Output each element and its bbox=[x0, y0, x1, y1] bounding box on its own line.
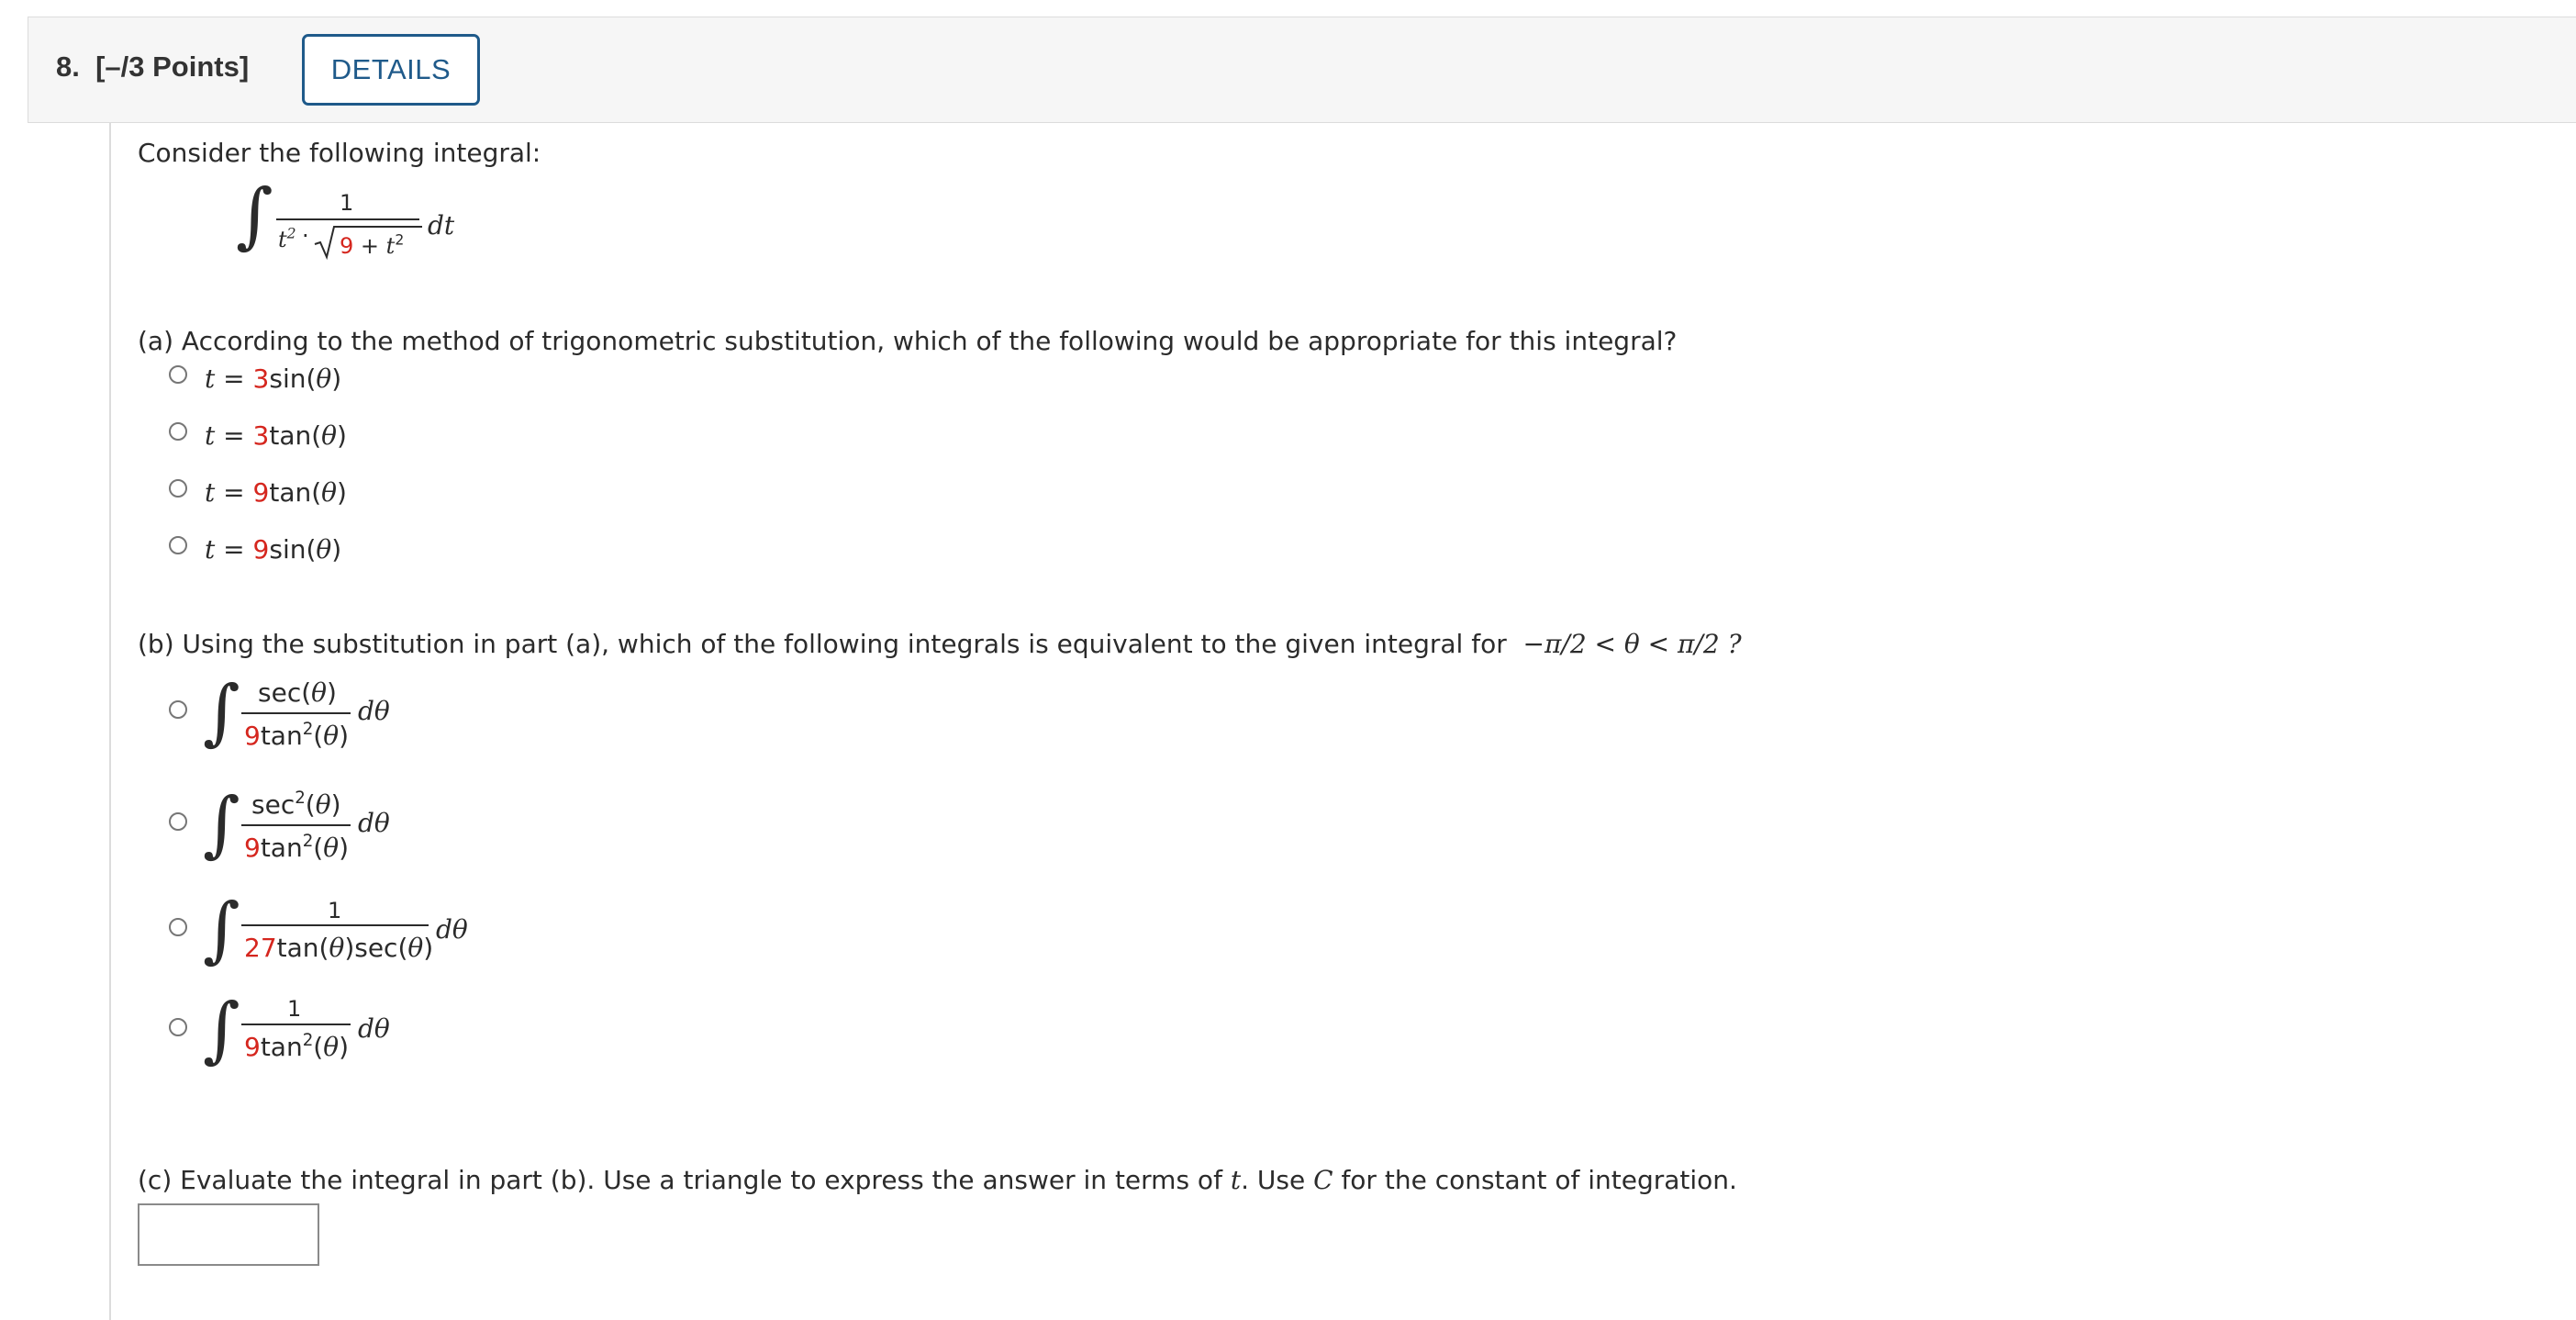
radicand: $9 + t^2$ bbox=[340, 231, 405, 259]
integral-sign: ∫ bbox=[203, 989, 240, 1071]
part-b-condition: −π/2 < θ < π/2 ? bbox=[1522, 629, 1742, 659]
fraction-bar bbox=[241, 712, 351, 714]
radio-b1[interactable] bbox=[169, 700, 187, 719]
b3-differential: dθ bbox=[436, 914, 468, 945]
integral-denominator-var: $t^2$ bbox=[278, 225, 296, 252]
answer-input[interactable] bbox=[138, 1203, 319, 1266]
fraction-bar bbox=[276, 218, 419, 220]
multiply-dot: · bbox=[302, 223, 309, 249]
radio-a4[interactable] bbox=[169, 536, 187, 554]
radio-a1[interactable] bbox=[169, 365, 187, 384]
b1-denominator: $9\tan^2(\theta)$ bbox=[244, 720, 350, 751]
radio-a2[interactable] bbox=[169, 422, 187, 441]
radicand-constant: 9 bbox=[340, 233, 354, 259]
integral-sign: ∫ bbox=[236, 174, 273, 257]
part-b-prompt: (b) Using the substitution in part (a), which of the following integrals is equivalent to the given integral for −π/2 < θ < π/2 ? bbox=[138, 629, 1742, 659]
question-number: 8. bbox=[56, 50, 80, 83]
b2-differential: dθ bbox=[358, 808, 390, 838]
b3-numerator: 1 bbox=[328, 898, 342, 923]
content-divider bbox=[109, 123, 111, 1320]
fraction-bar bbox=[241, 824, 351, 826]
b2-numerator: $\sec^2(\theta)$ bbox=[251, 789, 341, 820]
integral-sign: ∫ bbox=[203, 671, 240, 754]
option-a1-label: t = 3sin(θ) bbox=[205, 364, 342, 394]
part-a-prompt: (a) According to the method of trigonometric substitution, which of the following would be appropriate for this integral? bbox=[138, 326, 1678, 356]
b3-denominator: 27tan(θ)sec(θ) bbox=[244, 933, 434, 963]
radio-a3[interactable] bbox=[169, 479, 187, 498]
option-a3-label: t = 9tan(θ) bbox=[205, 477, 347, 508]
integral-sign: ∫ bbox=[203, 889, 240, 971]
question-header bbox=[28, 17, 2576, 123]
fraction-bar bbox=[241, 924, 429, 926]
fraction-bar bbox=[241, 1024, 351, 1025]
differential: dt bbox=[428, 210, 455, 241]
radio-b4[interactable] bbox=[169, 1018, 187, 1036]
intro-text: Consider the following integral: bbox=[138, 138, 541, 168]
b1-numerator: sec(θ) bbox=[258, 677, 337, 708]
part-c-prompt: (c) Evaluate the integral in part (b). Use a triangle to express the answer in terms of t. Use C for the constant of integration. bbox=[138, 1165, 1737, 1195]
b4-denominator: $9\tan^2(\theta)$ bbox=[244, 1031, 350, 1062]
radio-b3[interactable] bbox=[169, 918, 187, 936]
integral-sign: ∫ bbox=[203, 783, 240, 866]
option-a2-label: t = 3tan(θ) bbox=[205, 420, 347, 451]
b4-numerator: 1 bbox=[287, 996, 302, 1022]
points-label: [–/3 Points] bbox=[95, 50, 250, 83]
integral-numerator: 1 bbox=[340, 190, 354, 216]
question-title bbox=[56, 50, 249, 84]
option-a4-label: t = 9sin(θ) bbox=[205, 534, 342, 565]
b1-differential: dθ bbox=[358, 696, 390, 726]
b2-denominator: $9\tan^2(\theta)$ bbox=[244, 832, 350, 863]
b4-differential: dθ bbox=[358, 1013, 390, 1044]
details-button[interactable]: DETAILS bbox=[302, 34, 480, 106]
radio-b2[interactable] bbox=[169, 812, 187, 831]
